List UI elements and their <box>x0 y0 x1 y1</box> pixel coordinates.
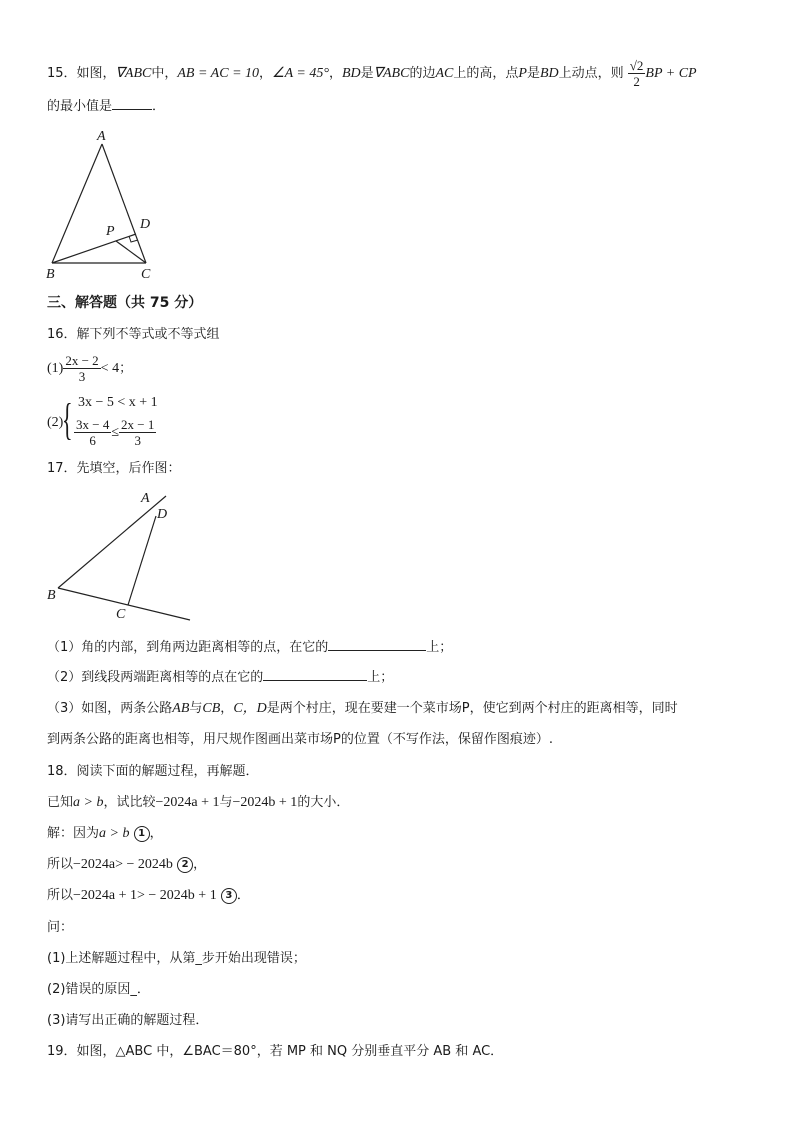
q15-sqrt2-fraction: $\frac{√2}{2}$ <box>629 58 644 89</box>
step-1-marker: 1 <box>134 826 150 842</box>
q17-item3-line1: （3）如图，两条公路AB与CB，C，D是两个村庄，现在要建一个菜市场P，使它到两个村庄的距离相等，同时 <box>47 701 678 716</box>
q16-title: 16．解下列不等式或不等式组 <box>47 327 220 342</box>
q19-text: 19．如图，△ABC 中，∠BAC＝80°，若 MP 和 NQ 分别垂直平分 AB 和 AC． <box>47 1044 504 1059</box>
side-ab <box>52 144 102 263</box>
q18-given: 已知a > b，试比较−2024a + 1与−2024b + 1的大小． <box>47 795 350 810</box>
q17-item2: （2）到线段两端距离相等的点在它的 上； <box>47 670 394 685</box>
segment-cd <box>128 516 156 605</box>
q18-solution-step2: 所以−2024a> − 2024b 2 ， <box>47 857 207 872</box>
label-D: D <box>157 507 168 522</box>
q15-triangle-figure <box>44 126 164 282</box>
label-D: D <box>140 217 151 232</box>
q18-solution-step3: 所以−2024a + 1> − 2024b + 1 3 ． <box>47 888 250 903</box>
q18-ask1: (1)上述解题过程中，从第_步开始出现错误； <box>47 951 306 966</box>
q18-ask: 问： <box>47 920 74 935</box>
step-3-marker: 3 <box>221 888 237 904</box>
label-C: C <box>141 267 151 282</box>
q16-system-line2: $\frac{3x - 4}{6}$ ≤ $\frac{2x - 1}{3}$ <box>76 417 155 448</box>
q17-item3-line2: 到两条公路的距离也相等，用尺规作图画出菜市场P的位置（不写作法，保留作图痕迹）. <box>47 732 553 747</box>
label-C: C <box>116 607 126 622</box>
label-P: P <box>106 224 115 239</box>
q16-part1: (1) $\frac{2x - 2}{3}$ < 4； <box>47 353 133 384</box>
q16-brace: { <box>62 395 73 444</box>
answer-blank[interactable] <box>263 668 367 681</box>
q17-angle-figure <box>44 486 200 622</box>
answer-blank[interactable] <box>112 97 152 110</box>
q18-title: 18．阅读下面的解题过程，再解题． <box>47 764 259 779</box>
q16-system-line1: 3x − 5 < x + 1 <box>78 395 158 410</box>
q18-solution-step1: 解：因为a > b 1 ， <box>47 826 163 841</box>
q16-part2-label: (2) <box>47 415 64 430</box>
side-ac <box>102 144 146 263</box>
q17-item1: （1）角的内部，到角两边距离相等的点，在它的 上； <box>47 640 453 655</box>
q15-line2: 的最小值是 ． <box>47 99 166 114</box>
label-B: B <box>47 588 56 603</box>
ray-ba <box>58 496 166 588</box>
q17-title: 17．先填空，后作图： <box>47 461 181 476</box>
step-2-marker: 2 <box>177 857 193 873</box>
label-A: A <box>97 129 106 144</box>
section-heading: 三、解答题（共 75 分） <box>47 295 203 311</box>
q15-line1: 15．如图，∇ABC中，AB = AC = 10，∠A = 45°，BD是∇ABC的边AC上的高，点P是BD上动点，则 $\frac{√2}{2}$ BP + CP <box>47 58 697 89</box>
q18-ask2: (2)错误的原因_． <box>47 982 150 997</box>
label-B: B <box>46 267 55 282</box>
segment-bd <box>52 234 136 263</box>
label-A: A <box>141 491 150 506</box>
q18-ask3: (3)请写出正确的解题过程． <box>47 1013 209 1028</box>
answer-blank[interactable] <box>328 638 426 651</box>
